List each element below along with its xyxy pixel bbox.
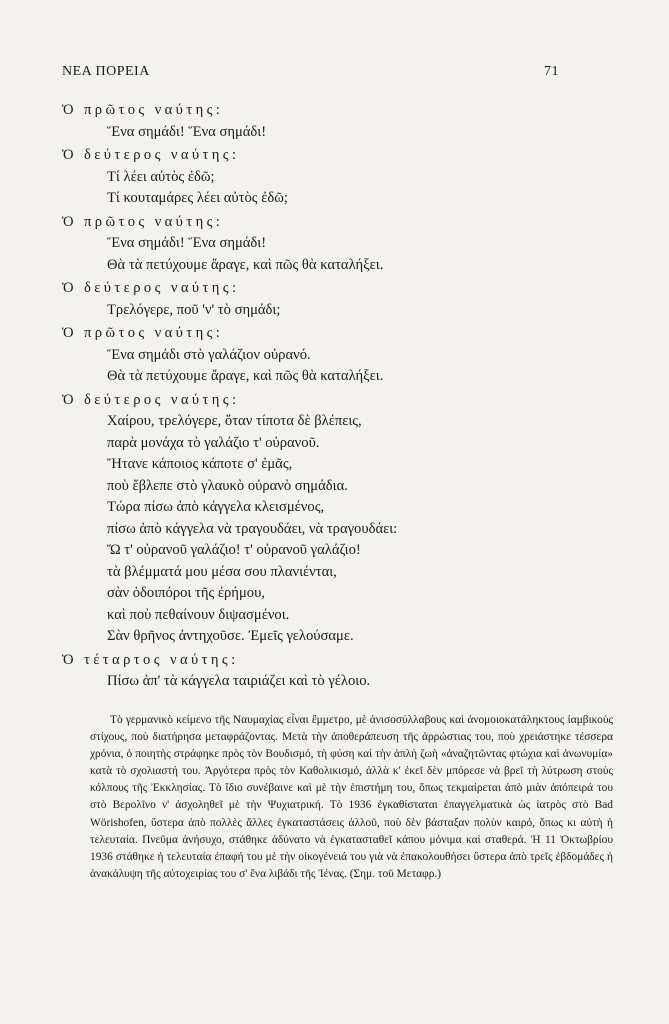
verse-line: Τί λέει αὐτὸς ἐδῶ; (107, 168, 215, 185)
verse-line: καὶ ποὺ πεθαίνουν διψασμένοι. (107, 606, 290, 623)
verse-line: Θὰ τὰ πετύχουμε ἄραγε, καὶ πῶς θὰ καταλήξει. (107, 368, 384, 384)
verse-line: Πίσω ἀπ' τὰ κάγγελα ταιριάζει καὶ τὸ γέλοιο. (107, 673, 371, 689)
poem-block (62, 278, 619, 321)
speaker-label: Ὁ τέταρτος ναύτης: (62, 651, 239, 668)
speaker-label: Ὁ πρῶτος ναύτης: (62, 102, 224, 118)
verse-line: παρὰ μονάχα τὸ γαλάζιο τ' οὐρανοῦ. (107, 434, 320, 451)
poem-block (62, 100, 619, 143)
speaker-label: Ὁ πρῶτος ναύτης: (62, 325, 224, 341)
translator-note (90, 712, 613, 883)
note-text: Τὸ γερμανικὸ κείμενο τῆς Ναυμαχίας εἶναι ἔμμετρο, μὲ ἀνισοσύλλαβους καὶ ἀνομοιοκατάληκτους ἰαμβικοὺς στίχους, ποὺ διατήρησα μεταφράζοντας. Μετὰ τὴν ἀποθεράπευση τῆς ἀρρώστιας του, ποὺ χρειάστηκε τέσσερα χρόνια, ὁ ποιητὴς στράφηκε πρὸς τὸν Βουδισμό, τὴ φύση καὶ τὴν ἁπλὴ ζωὴ «ἀναζητῶντας φτώχια καὶ ἀνωνυμία» κατὰ τὸ σχολιαστή του. Ἀργότερα πρὸς τὸν Καθολικισμό, ἀλλὰ κ' ἐκεῖ δὲν μπόρεσε νὰ βρεῖ τὴ λύτρωση στοὺς κόλπους τῆς Ἐκκλησίας. Τὸ ἴδιο συνέβαινε καὶ μὲ τὴν ἐπιστήμη του, ὅπως τεκμαίρεται ἀπὸ μιὰν ἀπόπειρά του στὸ Βερολῖνο ν' ἀσχοληθεῖ μὲ τὴν Ψυχιατρική. Τὸ 1936 ἐγκαθίσταται ἐπαγγελματικὰ ὡς ἰατρὸς στὸ Bad Wörishofen, ὕστερα ἀπὸ πολλὲς ἄλλες ἐγκαταστάσεις ἀλλοῦ, ποὺ δὲν βάσταξαν πολὺν καιρό, ὅπως κι αὐτὴ ἡ τελευταία. Πνεῦμα ἀνήσυχο, στάθηκε ἀδύνατο νὰ ἐγκατασταθεῖ κάπου μόνιμα καὶ σταθερά. Ἡ 11 Ὀκτωβρίου 1936 στάθηκε ἡ τελευταία ἐπαφή του μὲ τὴν οἰκογένειά του γιὰ νὰ ἐπακολουθήσει ὕστερα ἀπὸ τρεῖς ἑβδομάδες ἡ ἀνακάλυψη τῆς αὐτοχειρίας του σ' ἕνα λιβάδι τῆς Ἰένας. (Σημ. τοῦ Μεταφρ.) (90, 714, 613, 880)
poem-block (62, 390, 619, 648)
journal-title: ΝΕΑ ΠΟΡΕΙΑ (62, 64, 150, 79)
verse-line: Ἤτανε κάποιος κάποτε σ' ἐμᾶς, (107, 456, 293, 472)
poem (62, 100, 619, 695)
speaker-label: Ὁ πρῶτος ναύτης: (62, 213, 224, 230)
verse-line: Τώρα πίσω ἀπὸ κάγγελα κλεισμένος, (107, 499, 325, 515)
verse-line: ποὺ ἔβλεπε στὸ γλαυκὸ οὐρανὸ σημάδια. (107, 477, 348, 494)
verse-line: τὰ βλέμματά μου μέσα σου πλανιένται, (107, 563, 337, 580)
verse-line: Ἕνα σημάδι στὸ γαλάζιον οὐρανό. (107, 346, 311, 363)
verse-line: Χαίρου, τρελόγερε, ὅταν τίποτα δὲ βλέπεις, (107, 413, 362, 429)
verse-line: Ἕνα σημάδι! Ἕνα σημάδι! (107, 123, 267, 140)
verse-line: Τρελόγερε, ποῦ 'ν' τὸ σημάδι; (107, 301, 281, 318)
verse-line: σὰν ὁδοιπόροι τῆς ἐρήμου, (107, 585, 265, 601)
poem-block (62, 323, 619, 388)
speaker-label: Ὁ δεύτερος ναύτης: (62, 391, 240, 408)
verse-line: Ὤ τ' οὐρανοῦ γαλάζιο! τ' οὐρανοῦ γαλάζιο! (107, 542, 361, 558)
verse-line: Θὰ τὰ πετύχουμε ἄραγε, καὶ πῶς θὰ καταλήξει. (107, 256, 384, 273)
page-header (62, 64, 559, 80)
speaker-label: Ὁ δεύτερος ναύτης: (62, 147, 240, 163)
poem-block (62, 650, 619, 693)
verse-line: Τί κουταμάρες λέει αὐτὸς ἐδῶ; (107, 190, 288, 206)
verse-line: Ἕνα σημάδι! Ἕνα σημάδι! (107, 235, 267, 251)
poem-block (62, 145, 619, 210)
poem-block (62, 212, 619, 277)
verse-line: πίσω ἀπὸ κάγγελα νὰ τραγουδάει, νὰ τραγουδάει: (107, 520, 398, 537)
speaker-label: Ὁ δεύτερος ναύτης: (62, 280, 240, 296)
page-number: 71 (544, 64, 559, 79)
verse-line: Σὰν θρῆνος ἀντηχοῦσε. Ἐμεῖς γελούσαμε. (107, 628, 354, 644)
